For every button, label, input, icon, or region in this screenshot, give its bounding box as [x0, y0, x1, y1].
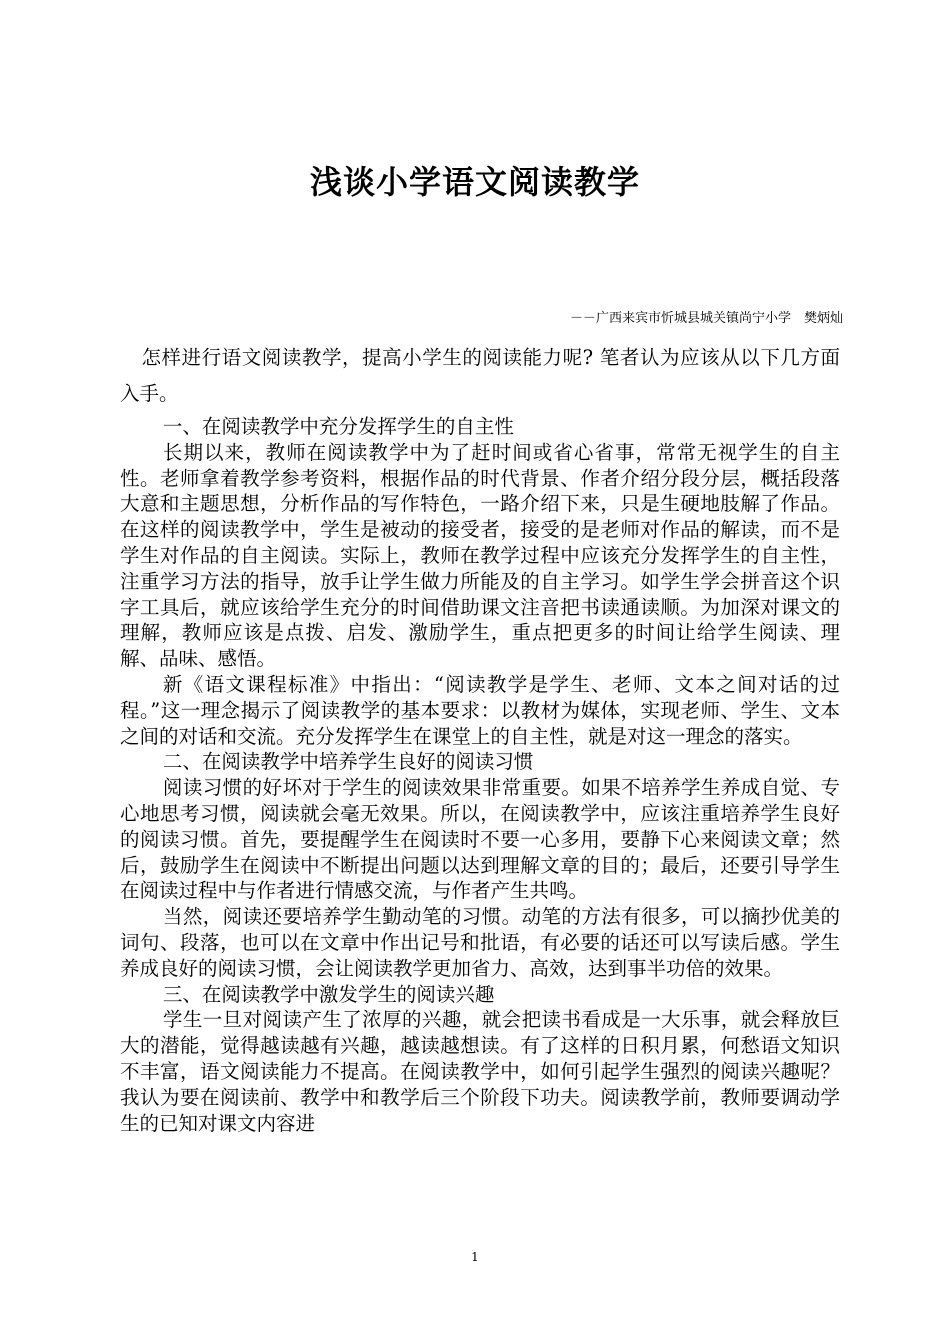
page-title: 浅谈小学语文阅读教学: [309, 163, 640, 201]
article-body: [120, 340, 840, 1136]
intro-paragraph: 怎样进行语文阅读教学，提高小学生的阅读能力呢? 笔者认为应该从以下几方面入手。: [120, 346, 840, 405]
section-heading-1: 一、在阅读教学中充分发挥学生的自主性: [162, 415, 514, 438]
section-heading-2: 二、在阅读教学中培养学生良好的阅读习惯: [162, 750, 534, 774]
body-paragraph: 长期以来，教师在阅读教学中为了赶时间或省心省事，常常无视学生的自主性。老师拿着教学参考资料，根据作品的时代背景、作者介绍分段分层，概括段落大意和主题思想，分析作品的写作特色，一路介绍下来，只是生硬地肢解了作品。在这样的阅读教学中，学生是被动的接受者，接受的是老师对作品的解读，而不是学生对作品的自主阅读。实际上，教师在教学过程中应该充分发挥学生的自主性，注重学习方法的指导，放手让学生做力所能及的自主学习。如学生学会拼音这个识字工具后，就应该给学生充分的时间借助课文注音把书读通读顺。为加深对课文的理解，教师应该是点拨、启发、激励学生，重点把更多的时间让给学生阅读、理解、品味、感悟。: [120, 440, 840, 671]
section-heading-3: 三、在阅读教学中激发学生的阅读兴趣: [162, 982, 495, 1006]
author-byline: －－广西来宾市忻城县城关镇尚宁小学 樊炳灿: [569, 311, 843, 326]
page-number: 1: [471, 1250, 479, 1264]
body-paragraph: 阅读习惯的好坏对于学生的阅读效果非常重要。如果不培养学生养成自觉、专心地思考习惯，阅读就会毫无效果。所以，在阅读教学中，应该注重培养学生良好的阅读习惯。首先，要提醒学生在阅读时不要一心多用，要静下心来阅读文章；然后，鼓励学生在阅读中不断提出问题以达到理解文章的目的；最后，还要引导学生在阅读过程中与作者进行情感交流，与作者产生共鸣。: [120, 776, 840, 903]
body-paragraph: 新《语文课程标准》中指出：“阅读教学是学生、老师、文本之间对话的过程。”这一理念揭示了阅读教学的基本要求：以教材为媒体，实现老师、学生、文本之间的对话和交流。充分发挥学生在课堂上的自主性，就是对这一理念的落实。: [120, 672, 840, 748]
body-paragraph: 当然，阅读还要培养学生勤动笔的习惯。动笔的方法有很多，可以摘抄优美的词句、段落，也可以在文章中作出记号和批语，有必要的话还可以写读后感。学生养成良好的阅读习惯，会让阅读教学更加省力、高效，达到事半功倍的效果。: [120, 905, 840, 980]
body-paragraph: 学生一旦对阅读产生了浓厚的兴趣，就会把读书看成是一大乐事，就会释放巨大的潜能，觉得越读越有兴趣，越读越想读。有了这样的日积月累，何愁语文知识不丰富，语文阅读能力不提高。在阅读教学中，如何引起学生强烈的阅读兴趣呢？我认为要在阅读前、教学中和教学后三个阶段下功夫。阅读教学前，教师要调动学生的已知对课文内容进: [120, 1008, 840, 1135]
